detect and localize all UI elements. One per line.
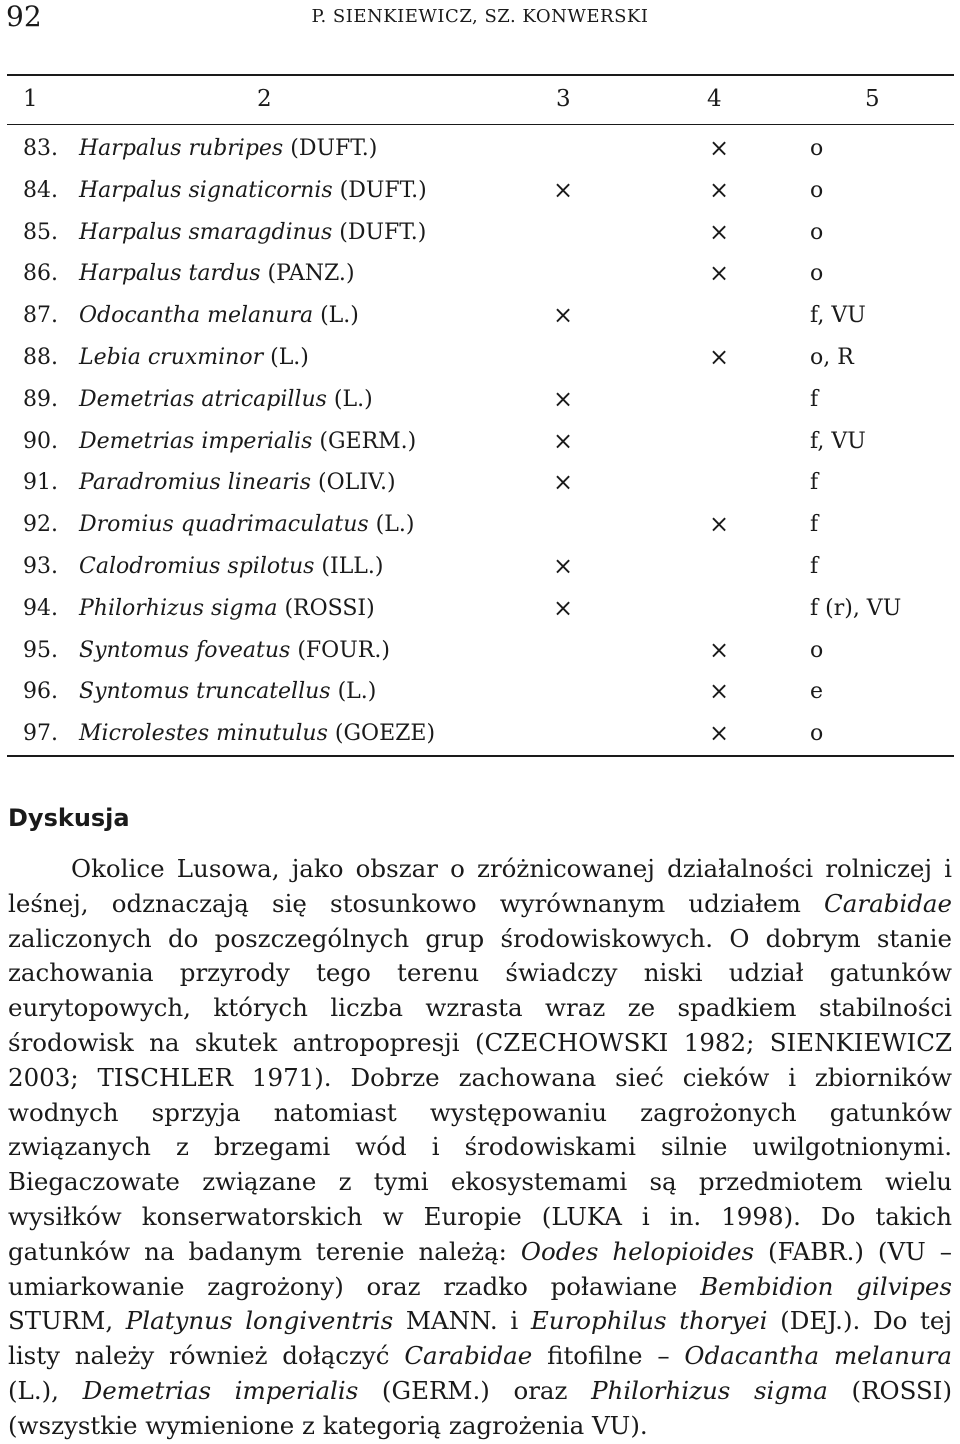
cell-col5: o (810, 219, 824, 245)
author-name: DEJ. (789, 1306, 843, 1336)
text-run: ) (VU – umiarkowanie zagrożony) oraz rzadko poławiane (8, 1236, 952, 1301)
cell-col4: × (708, 719, 730, 748)
species-name: Harpalus signaticornis (DUFT.) (79, 177, 427, 203)
species-binomial: Harpalus smaragdinus (79, 219, 333, 245)
species-name: Calodromius spilotus (ILL.) (79, 554, 384, 579)
cell-col5: o (810, 637, 824, 663)
table-row (7, 345, 954, 387)
species-binomial: Syntomus truncatellus (79, 679, 331, 705)
text-run: ( (358, 1375, 392, 1405)
cell-col3: × (552, 384, 574, 413)
taxon-name: Carabidae (824, 888, 952, 918)
author-name: TISCHLER (97, 1062, 234, 1092)
row-number: 97. (23, 721, 58, 747)
text-run: fitofilne – (532, 1341, 685, 1371)
cell-col5: o (810, 177, 824, 203)
cell-col5: e (810, 679, 824, 705)
species-name: Odocantha melanura (L.) (79, 303, 359, 329)
species-author: L. (384, 512, 406, 538)
cell-col3: × (552, 175, 574, 204)
table-row (7, 175, 954, 220)
species-author: FOUR. (305, 637, 382, 663)
text-run: Okolice Lusowa, jako obszar o zróżnicowanej działalności rolniczej i leśnej, odznaczają się stosunkowo wyrównanym udziałem (8, 854, 952, 918)
species-binomial: Odocantha melanura (79, 303, 314, 329)
page-number: 92 (6, 0, 42, 33)
species-binomial: Microlestes minutulus (79, 721, 328, 747)
row-number: 88. (23, 345, 58, 370)
table-header-rule (7, 124, 954, 125)
species-binomial: Harpalus tardus (79, 261, 261, 287)
cell-col5: o (810, 721, 824, 747)
table-top-rule (7, 74, 954, 76)
table-row (7, 593, 954, 638)
species-binomial: Dromius quadrimaculatus (79, 512, 369, 538)
species-name: Philorhizus sigma (ROSSI) (79, 595, 375, 621)
species-name: Harpalus rubripes (DUFT.) (79, 136, 378, 161)
cell-col5: o (810, 136, 824, 161)
cell-col3: × (552, 593, 574, 622)
cell-col3: × (552, 552, 574, 580)
text-run: ( (827, 1375, 862, 1405)
cell-col4: × (708, 134, 730, 162)
species-author: PANZ. (276, 261, 346, 287)
cell-col4: × (708, 635, 730, 664)
author-name: GERM. (391, 1375, 481, 1405)
species-name: Paradromius linearis (OLIV.) (79, 470, 396, 496)
taxon-name: Oodes helopioides (520, 1236, 755, 1266)
cell-col5: f (r), VU (810, 595, 902, 621)
cell-col4: × (708, 259, 730, 288)
species-author: DUFT. (348, 177, 419, 203)
species-name: Lebia cruxminor (L.) (79, 345, 309, 370)
table-row (7, 635, 954, 680)
cell-col5: f (810, 554, 819, 579)
text-run: , (105, 1306, 126, 1336)
cell-col4: × (708, 343, 730, 371)
species-author: OLIV. (326, 470, 387, 496)
text-run: 1971). Dobrze zachowana sieć cieków i zbiorników wodnych sprzyja natomiast występowaniu zagrożonych gatunków związanych z brzegami wód i środowiskami silnie uwilgotnionymi. Biegaczowate związane z tymi ekosystemami są przedmiotem wielu wysiłków konserwatorskich w Europie ( (8, 1062, 952, 1231)
cell-col4: × (708, 677, 730, 706)
species-author: L. (278, 345, 301, 370)
species-name: Microlestes minutulus (GOEZE) (79, 721, 436, 747)
species-author: ROSSI (293, 595, 367, 621)
row-number: 86. (23, 261, 58, 287)
species-binomial: Syntomus foveatus (79, 637, 291, 663)
species-binomial: Demetrias imperialis (79, 428, 313, 454)
text-run: ) (wszystkie wymienione z kategorią zagrożenia VU). (8, 1375, 952, 1440)
cell-col5: o, R (810, 345, 854, 370)
species-author: L. (346, 679, 368, 705)
cell-col4: × (708, 510, 730, 539)
row-number: 85. (23, 219, 58, 245)
row-number: 84. (23, 177, 58, 203)
author-name: STURM (8, 1306, 106, 1336)
species-name: Demetrias atricapillus (L.) (79, 386, 373, 412)
species-binomial: Philorhizus sigma (79, 595, 278, 621)
row-number: 94. (23, 595, 58, 621)
species-name: Dromius quadrimaculatus (L.) (79, 512, 415, 538)
species-binomial: Demetrias atricapillus (79, 386, 327, 412)
cell-col3: × (552, 468, 574, 497)
text-run: ). Do tej listy należy również dołączyć (8, 1306, 952, 1371)
table-row (7, 261, 954, 303)
page-header (0, 0, 960, 40)
species-author: GERM. (327, 428, 408, 454)
species-name: Harpalus smaragdinus (DUFT.) (79, 219, 427, 245)
taxon-name: Carabidae (404, 1341, 533, 1371)
column-header-5: 5 (865, 86, 880, 112)
taxon-name: Demetrias imperialis (82, 1375, 359, 1405)
text-run: (L.), (8, 1375, 83, 1405)
species-binomial: Paradromius linearis (79, 470, 311, 496)
text-run: zaliczonych do poszczególnych grup środowiskowych. O dobrym stanie zachowania przyrody tego terenu świadczy niski udział gatunków eurytopowych, których liczba wzrasta wraz ze spadkiem stabilności środowisk na skutek antropopresji ( (8, 923, 952, 1057)
text-run: 2003; (8, 1062, 98, 1092)
author-name: ROSSI (861, 1375, 943, 1405)
species-name: Syntomus foveatus (FOUR.) (79, 637, 390, 663)
author-name: LUKA (551, 1201, 622, 1231)
cell-col4: × (708, 217, 730, 246)
row-number: 87. (23, 303, 58, 329)
running-head: P. SIENKIEWICZ, SZ. KONWERSKI (311, 6, 649, 27)
species-binomial: Calodromius spilotus (79, 554, 315, 579)
cell-col5: f (810, 470, 819, 496)
taxon-name: Odacantha melanura (684, 1341, 952, 1371)
species-name: Demetrias imperialis (GERM.) (79, 428, 417, 454)
discussion-paragraph (8, 852, 952, 1444)
species-author: ILL. (330, 554, 375, 579)
taxon-name: Europhilus thoryei (530, 1306, 768, 1336)
text-run: ( (754, 1236, 778, 1266)
table-row (7, 303, 954, 345)
table-bottom-rule (7, 755, 954, 757)
cell-col5: f, VU (810, 428, 866, 454)
text-run: 1982; (668, 1027, 770, 1057)
cell-col5: f, VU (810, 303, 866, 329)
column-header-4: 4 (707, 86, 722, 112)
text-run (393, 1306, 406, 1335)
text-run: i (497, 1306, 531, 1336)
row-number: 96. (23, 679, 58, 705)
column-header-1: 1 (23, 86, 38, 112)
species-name: Harpalus tardus (PANZ.) (79, 261, 355, 287)
species-name: Syntomus truncatellus (L.) (79, 679, 377, 705)
cell-col5: f (810, 386, 819, 412)
author-name: MANN. (405, 1306, 498, 1336)
row-number: 89. (23, 386, 58, 412)
author-name: FABR. (777, 1236, 855, 1266)
species-binomial: Harpalus rubripes (79, 136, 284, 161)
text-run: ( (767, 1306, 790, 1336)
species-binomial: Harpalus signaticornis (79, 177, 333, 203)
cell-col5: o (810, 261, 824, 287)
column-header-2: 2 (257, 86, 272, 112)
table-row (7, 554, 954, 596)
row-number: 92. (23, 512, 58, 538)
species-author: DUFT. (298, 136, 369, 161)
table-row (7, 426, 954, 471)
table-row (7, 136, 954, 178)
cell-col5: f (810, 512, 819, 538)
author-name: CZECHOWSKI (484, 1027, 669, 1057)
cell-col3: × (552, 301, 574, 330)
taxon-name: Philorhizus sigma (591, 1375, 828, 1405)
table-row (7, 512, 954, 554)
row-number: 95. (23, 637, 58, 663)
table-row (7, 384, 954, 429)
text-run: i in. 1998). Do takich gatunków na badanym terenie należą: (8, 1201, 952, 1266)
species-author: DUFT. (347, 219, 418, 245)
section-title: Dyskusja (8, 804, 130, 832)
species-binomial: Lebia cruxminor (79, 345, 264, 370)
author-name: SIENKIEWICZ (769, 1027, 952, 1057)
row-number: 83. (23, 136, 58, 161)
row-number: 90. (23, 428, 58, 454)
table-row (7, 217, 954, 262)
column-header-3: 3 (556, 86, 571, 112)
row-number: 93. (23, 554, 58, 579)
species-author: GOEZE (343, 721, 427, 747)
species-author: L. (328, 303, 351, 329)
taxon-name: Bembidion gilvipes (700, 1271, 952, 1301)
species-author: L. (342, 386, 365, 412)
taxon-name: Platynus longiventris (125, 1306, 394, 1336)
text-run: ) oraz (480, 1375, 592, 1405)
cell-col3: × (552, 426, 574, 455)
table-row (7, 470, 954, 512)
row-number: 91. (23, 470, 58, 496)
table-row (7, 679, 954, 721)
cell-col4: × (708, 175, 730, 204)
